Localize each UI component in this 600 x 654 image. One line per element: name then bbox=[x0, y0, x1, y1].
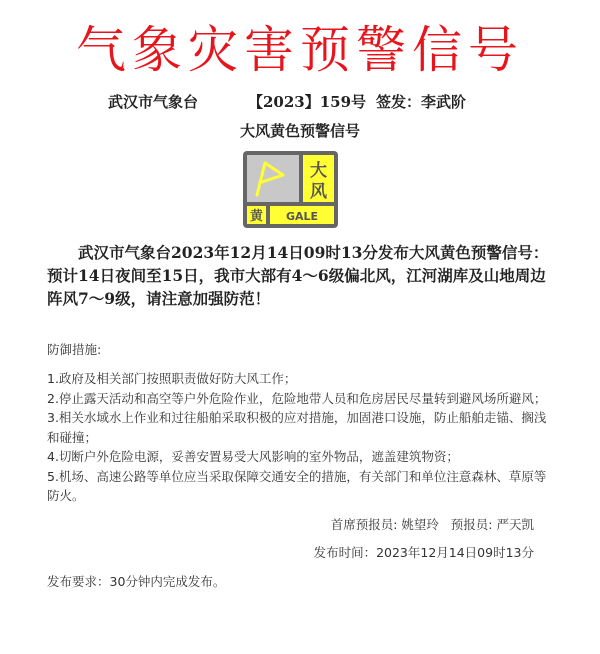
svg-text:GALE: GALE bbox=[285, 210, 319, 223]
page-title: 气象灾害预警信号 bbox=[76, 21, 524, 79]
svg-text:黄: 黄 bbox=[249, 209, 264, 224]
document-meta bbox=[108, 92, 466, 112]
signer: 签发：李武阶 bbox=[376, 93, 467, 111]
measure-item: 1.政府及相关部门按照职责做好防大风工作； bbox=[47, 371, 297, 386]
warning-lead-paragraph: 武汉市气象台2023年12月14日09时13分发布大风黄色预警信号：预计14日夜间至15日，我市大部有4～6级偏北风，江河湖库及山地周边阵风7～9级，请注意加强防范！ bbox=[47, 243, 549, 308]
gale-yellow-warning-icon bbox=[243, 151, 338, 228]
warning-subtitle: 大风黄色预警信号 bbox=[239, 122, 360, 140]
publish-time: 发布时间：2023年12月14日09时13分 bbox=[313, 545, 534, 560]
svg-text:大: 大 bbox=[310, 161, 327, 181]
measure-item: 3.相关水域水上作业和过往船舶采取积极的应对措施，加固港口设施，防止船舶走锚、搁浅和碰撞； bbox=[47, 410, 547, 445]
issuer: 武汉市气象台 bbox=[108, 93, 199, 111]
measure-item: 5.机场、高速公路等单位应当采取保障交通安全的措施，有关部门和单位注意森林、草原等防火。 bbox=[47, 468, 547, 503]
forecasters: 首席预报员: 姚望玲 预报员: 严天凯 bbox=[330, 517, 534, 532]
measures-label: 防御措施: bbox=[47, 342, 102, 357]
measure-item: 2.停止露天活动和高空等户外危险作业，危险地带人员和危房居民尽量转到避风场所避风； bbox=[47, 390, 547, 406]
publish-requirement: 发布要求：30分钟内完成发布。 bbox=[47, 574, 226, 589]
svg-text:风: 风 bbox=[310, 182, 327, 202]
document-number: 【2023】159号 bbox=[248, 93, 367, 111]
measure-item: 4.切断户外危险电源，妥善安置易受大风影响的室外物品，遮盖建筑物资； bbox=[47, 449, 459, 464]
measures-list bbox=[47, 369, 557, 506]
